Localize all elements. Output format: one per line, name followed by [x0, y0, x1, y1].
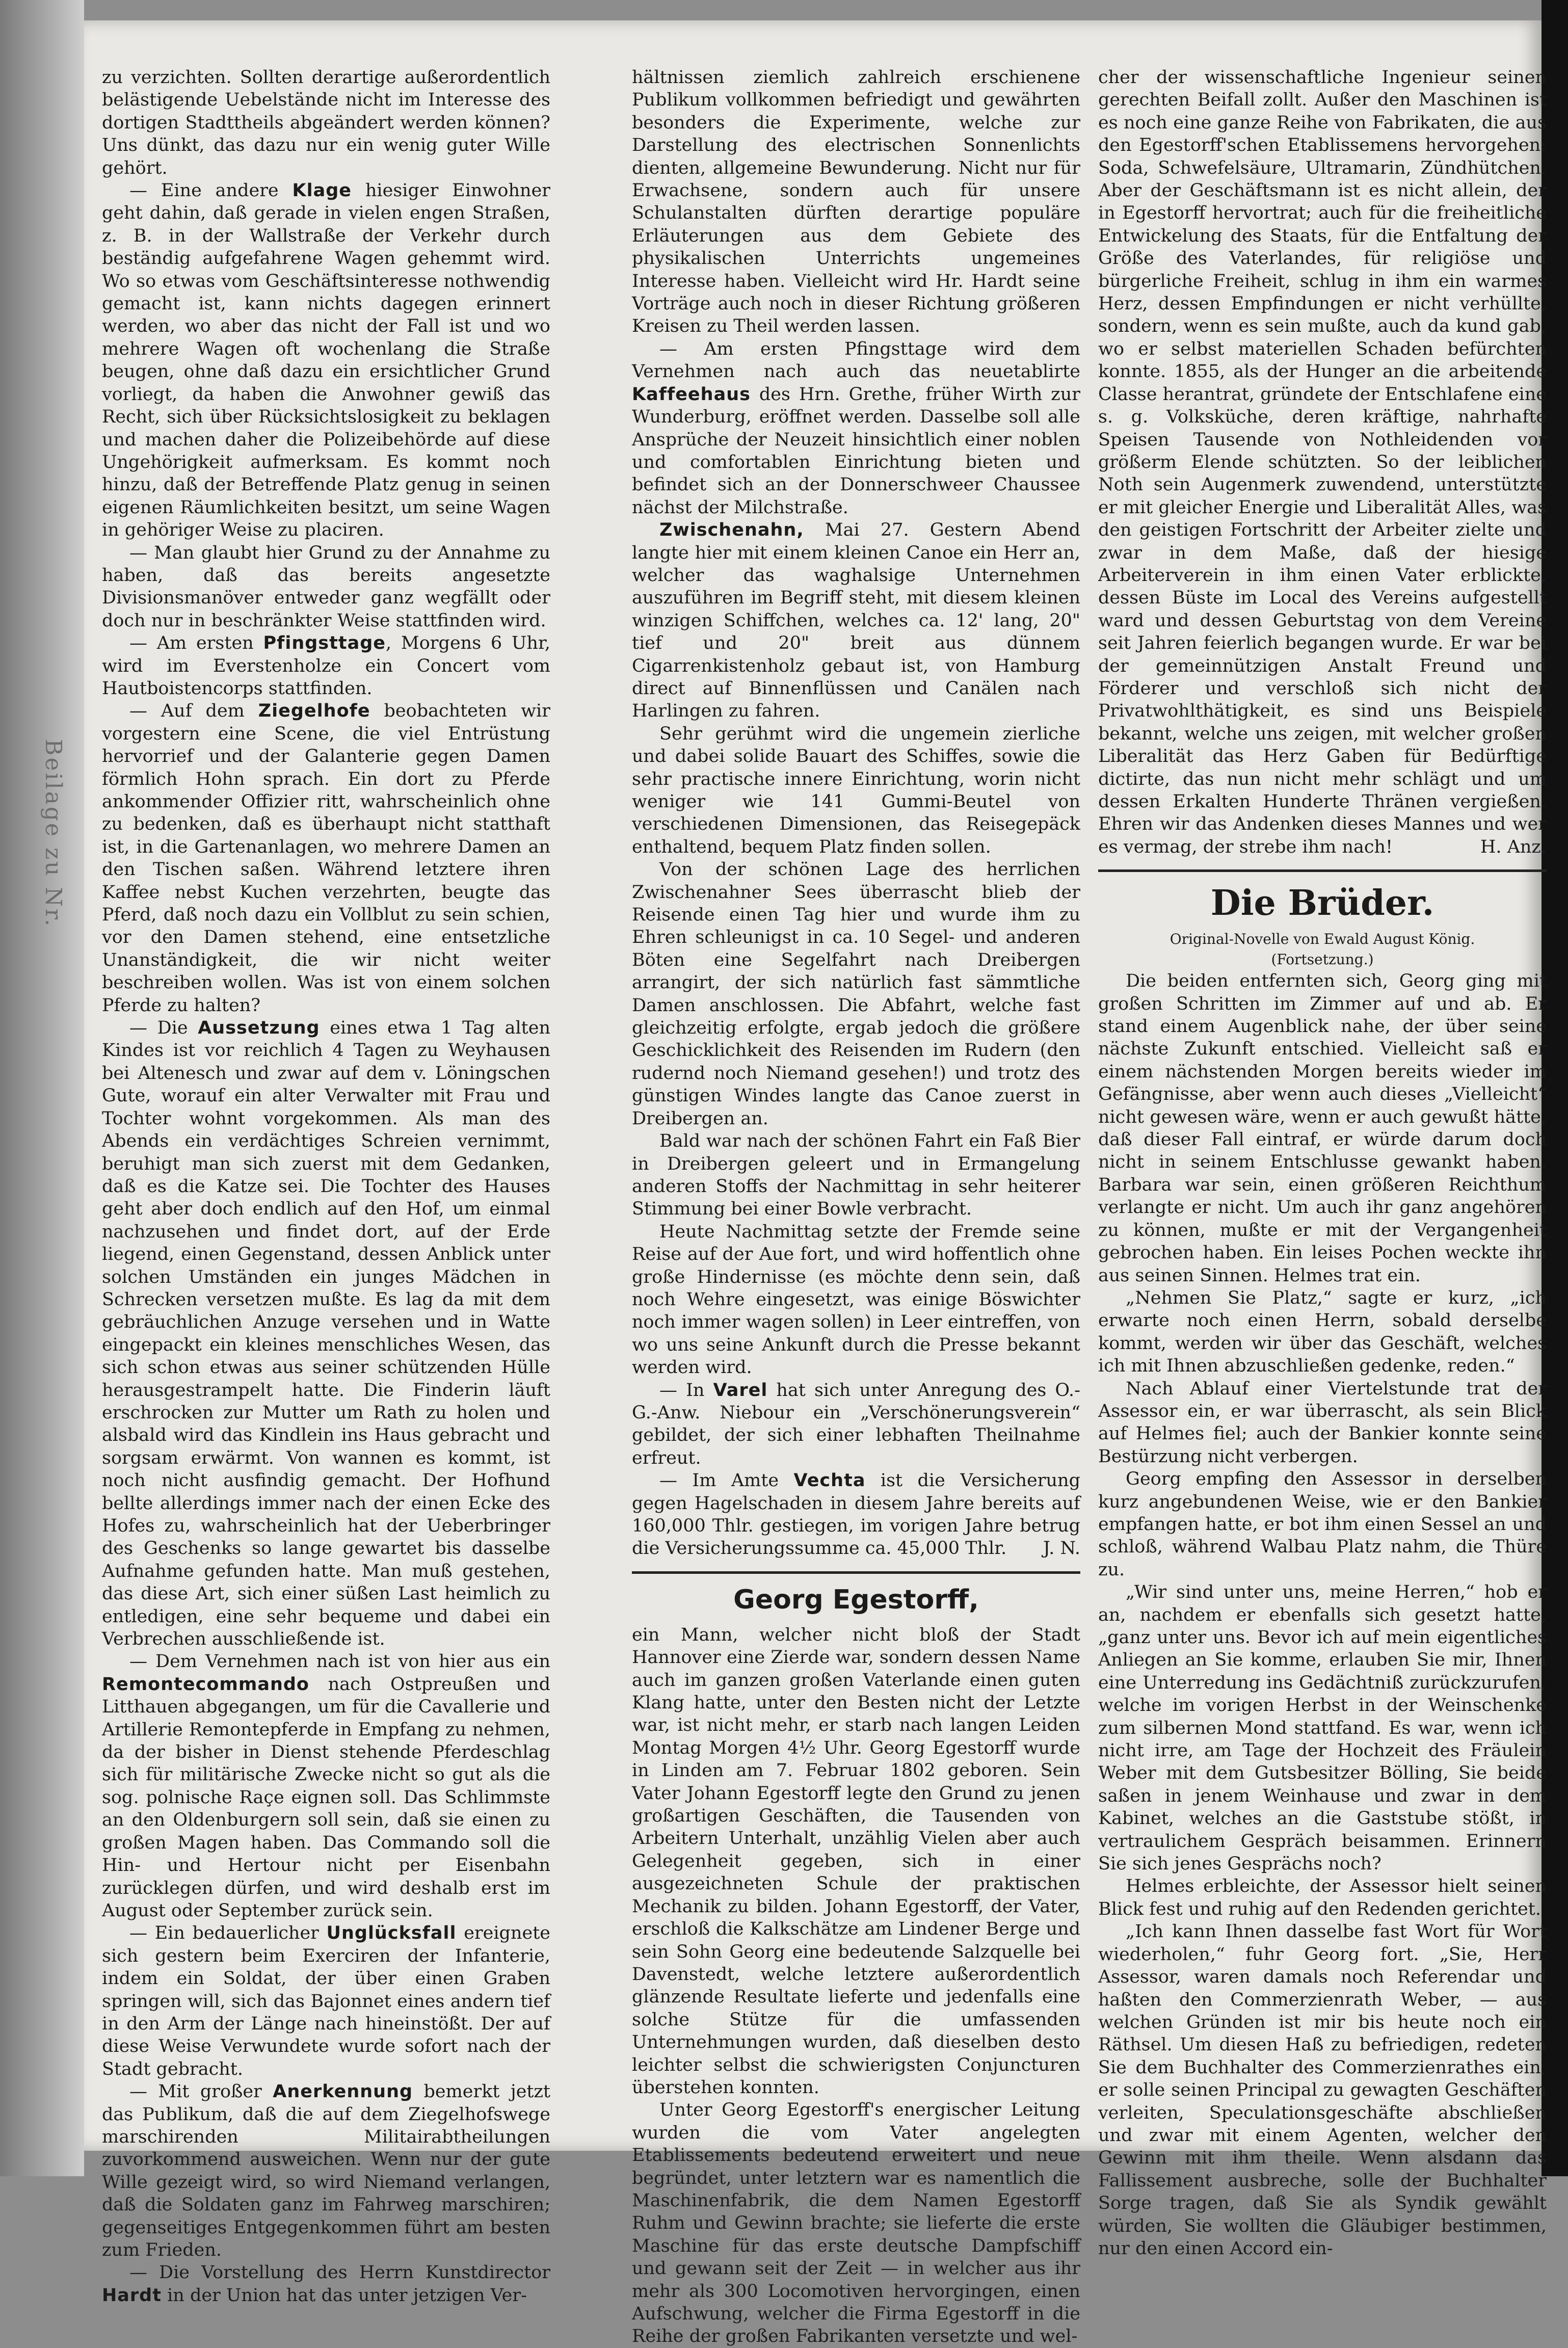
paragraph: Helmes erbleichte, der Assessor hielt seinen Blick fest und ruhig auf den Redenden gerichtet.: [1098, 1876, 1547, 1919]
keyword: Remontecommando: [102, 1674, 309, 1695]
keyword: Ziegelhofe: [258, 701, 370, 722]
paragraph: ein Mann, welcher nicht bloß der Stadt Hannover eine Zierde war, sondern dessen Name auch im ganzen großen Vaterlande einen guten Klang hatte, unter den Besten nicht der Letzte war, ist nicht mehr, er starb nach langen Leiden Montag Morgen 4½ Uhr. Georg Egestorff wurde in Linden am 7. Februar 1802 geboren. Sein Vater Johann Egestorff legte den Grund zu jenen großartigen Geschäften, die Tausenden von Arbeitern Unterhalt, unzählig Vielen aber auch Gelegenheit gegeben, sich in einer ausgezeichneten Schule der praktischen Mechanik zu bilden. Johann Egestorff, der Vater, erschloß die Kalkschätze am Lindener Berge und sein Sohn Georg eine bedeutende Salzquelle bei Davenstedt, welche letztere außerordentlich glänzende Resultate lieferte und jedenfalls eine solche Stütze für die umfassenden Unternehmungen wurden, daß dieselben desto leichter selbst die schwierigsten Conjuncturen überstehen konnten.: [632, 1624, 1080, 2098]
column-3: [1098, 66, 1547, 2260]
paragraph: cher der wissenschaftliche Ingenieur seinen gerechten Beifall zollt. Außer den Maschinen ist es noch eine ganze Reihe von Fabrikaten, die aus den Egestorff'schen Etablissemens hervorgehen: Soda, Schwefelsäure, Ultramarin, Zündhütchen. Aber der Geschäftsmann ist es nicht allein, der in Egestorff hervortrat; auch für die freiheitliche Entwickelung des Staats, für die Entfaltung der Größe des Vaterlandes, für religiöse und bürgerliche Freiheit, schlug in ihm ein warmes Herz, dessen Empfindungen er nicht verhüllte, sondern, wenn es sein mußte, auch da kund gab, wo er selbst materiellen Schaden befürchten konnte. 1855, als der Hunger an die arbeitende Classe herantrat, gründete der Entschlafene eine s. g. Volksküche, deren kräftige, nahrhafte Speisen Tausende von Nothleidenden vor größerm Elende schützten. So der leiblichen Noth sein Augenmerk zuwendend, unterstützte er mit gleicher Energie und Liberalität Alles, was den geistigen Fortschritt der Arbeiter zielte und zwar in dem Maße, daß der hiesige Arbeiterverein in ihm einen Vater erblickte, dessen Büste im Local des Vereins aufgestellt ward und dessen Geburtstag von dem Vereine seit Jahren feierlich begangen wurde. Er war bei der gemeinnützigen Anstalt Freund und Förderer und verschloß sich nicht der Privatwohlthätigkeit, es sind uns Beispiele bekannt, welche uns zeigen, mit welcher großen Liberalität das Herz Gaben für Bedürftige dictirte, das nun nicht mehr schlägt und um dessen Erkalten Hunderte Thränen vergießen. Ehren wir das Andenken dieses Mannes und wer es vermag, der strebe ihm nach! H. Anz.: [1098, 66, 1547, 858]
paragraph: — In Varel hat sich unter Anregung des O.-G.-Anw. Niebour ein „Verschönerungsverein“ gebildet, der sich einer lebhaften Theilnahme erfreut.: [632, 1380, 1080, 1468]
paragraph: Die beiden entfernten sich, Georg ging mit großen Schritten im Zimmer auf und ab. Er stand einem Augenblick nahe, der über seine nächste Zukunft entschied. Vielleicht saß er einem nächstenden Morgen bereits wieder im Gefängnisse, aber wenn auch dieses „Vielleicht“ nicht gewesen wäre, wenn er auch gewußt hätte, daß dieser Fall eintraf, er würde darum doch nicht in seinem Entschlusse gewankt haben. Barbara war sein, einen größeren Reichthum verlangte er nicht. Um auch ihr ganz angehören zu können, mußte er mit der Vergangenheit gebrochen haben. Ein leises Pochen weckte ihn aus seinen Sinnen. Helmes trat ein.: [1098, 971, 1547, 1286]
column-1: [102, 66, 550, 2307]
keyword: Hardt: [102, 2285, 162, 2306]
paragraph: „Wir sind unter uns, meine Herren,“ hob er an, nachdem er ebenfalls sich gesetzt hatte, „ganz unter uns. Bevor ich auf mein eigentliches Anliegen an Sie komme, erlauben Sie mir, Ihnen eine Unterredung ins Gedächtniß zurückzurufen, welche im vorigen Herbst in der Weinschenke zum silbernen Mond stattfand. Es war, wenn ich nicht irre, am Tage der Hochzeit des Fräulein Weber mit dem Gutsbesitzer Bölling, Sie beide saßen in jenem Weinhause und zwar in dem Kabinet, welches an die Gaststube stößt, in vertraulichem Gespräch beisammen. Erinnern Sie sich jenes Gesprächs noch?: [1098, 1582, 1547, 1875]
article-heading: Georg Egestorff,: [733, 1584, 979, 1615]
binding-text: Beilage zu Nr.: [40, 739, 66, 929]
paragraph: — Mit großer Anerkennung bemerkt jetzt das Publikum, daß die auf dem Ziegelhofswege marschirenden Militairabtheilungen zuvorkommend ausweichen. Wenn nur der gute Wille gezeigt wird, so wird Niemand verlangen, daß die Soldaten ganz im Fahrweg marschiren; gegenseitiges Entgegenkommen führt am besten zum Frieden.: [102, 2081, 550, 2260]
paragraph: — Die Aussetzung eines etwa 1 Tag alten Kindes ist vor reichlich 4 Tagen zu Weyhausen bei Altenesch und zwar auf dem v. Löningschen Gute, worauf ein alter Verwalter mit Frau und Tochter wohnt vorgekommen. Als man des Abends ein verdächtiges Schreien vernimmt, beruhigt man sich zuerst mit dem Gedanken, daß es die Katze sei. Die Tochter des Hauses geht aber doch endlich auf den Hof, um einmal nachzusehen und findet dort, auf der Erde liegend, einen Gegenstand, dessen Anblick unter solchen Umständen ein junges Mädchen in Schrecken versetzen mußte. Es lag da mit dem gebräuchlichen Anzuge versehen und in Watte eingepackt ein kleines menschliches Wesen, das sich schon etwas aus seiner schützenden Hülle herausgestrampelt hatte. Die Finderin läuft erschrocken zur Mutter um Rath zu holen und alsbald wird das Kindlein ins Haus gebracht und sorgsam erwärmt. Von wannen es kommt, ist noch nicht ausfindig gemacht. Der Hofhund bellte allerdings immer nach der einen Ecke des Hofes zu, wahrscheinlich hat der Ueberbringer des Geschenks so lange gewartet bis dasselbe Aufnahme gefunden hatte. Man muß gestehen, das diese Art, sich einer süßen Last heimlich zu entledigen, eine sehr bequeme und dabei ein Verbrechen ausschließende ist.: [102, 1018, 550, 1650]
section-divider: [1098, 869, 1547, 872]
book-binding: [0, 0, 84, 2176]
column-2: [632, 66, 1080, 2348]
keyword: Pfingsttage: [263, 633, 386, 654]
paragraph: „Ich kann Ihnen dasselbe fast Wort für Wort wiederholen,“ fuhr Georg fort. „Sie, Herr Assessor, waren damals noch Referendar und haßten den Commerzienrath Weber, — aus welchen Gründen ist mir bis heute noch ein Räthsel. Um diesen Haß zu befriedigen, redeten Sie dem Buchhalter des Commerzienrathes ein, er solle seinen Principal zu gewagten Geschäften verleiten, Speculationsgeschäfte abschließen und zwar mit einem Agenten, welcher den Gewinn mit ihm theile. Wenn alsdann das Fallissement ausbreche, solle der Buchhalter Sorge tragen, daß Sie als Syndik gewählt würden, Sie wollten die Gläubiger bestimmen, nur den einen Accord ein-: [1098, 1921, 1547, 2259]
paragraph: — Am ersten Pfingsttage wird dem Vernehmen nach auch das neuetablirte Kaffeehaus des Hrn. Grethe, früher Wirth zur Wunderburg, eröffnet werden. Dasselbe soll alle Ansprüche der Neuzeit hinsichtlich einer noblen und comfortablen Einrichtung bieten und befindet sich an der Donnerschweer Chaussee nächst der Milchstraße.: [632, 338, 1080, 518]
paragraph: Zwischenahn, Mai 27. Gestern Abend langte hier mit einem kleinen Canoe ein Herr an, welcher das waghalsige Unternehmen auszuführen im Begriff steht, mit diesem kleinen winzigen Schiffchen, welches ca. 12' lang, 20" tief und 20" breit aus dünnem Cigarrenkistenholz gebaut ist, von Hamburg direct auf Binnenflüssen und Canälen nach Harlingen zu fahren.: [632, 520, 1080, 722]
dateline: Zwischenahn,: [659, 520, 804, 541]
paragraph: Georg empfing den Assessor in derselben kurz angebundenen Weise, wie er den Bankier empfangen hatte, er bot ihm einen Sessel an und schloß, während Walbau Platz nahm, die Thüre zu.: [1098, 1469, 1547, 1580]
paragraph: Bald war nach der schönen Fahrt ein Faß Bier in Dreibergen geleert und in Ermangelung anderen Stoffs der Nachmittag in sehr heiterer Stimmung bei einer Bowle verbracht.: [632, 1131, 1080, 1220]
paragraph: — Im Amte Vechta ist die Versicherung gegen Hagelschaden in diesem Jahre bereits auf 160,000 Thlr. gestiegen, im vorigen Jahre betrug die Versicherungssumme ca. 45,000 Thlr. J. N.: [632, 1469, 1080, 1560]
keyword: Varel: [713, 1380, 768, 1401]
paragraph: hältnissen ziemlich zahlreich erschienene Publikum vollkommen befriedigt und gewährten besonders die Experimente, welche zur Darstellung des electrischen Sonnenlichts dienten, allgemeine Bewunderung. Nicht nur für Erwachsene, sondern auch für unsere Schulanstalten dürften derartige populäre Erläuterungen aus dem Gebiete des physikalischen Unterrichts ungemeines Interesse haben. Vielleicht wird Hr. Hardt seine Vorträge auch noch in dieser Richtung größeren Kreisen zu Theil werden lassen.: [632, 67, 1080, 337]
keyword: Unglücksfall: [326, 1923, 457, 1944]
keyword: Anerkennung: [273, 2081, 413, 2102]
paragraph: — Dem Vernehmen nach ist von hier aus ein Remontecommando nach Ostpreußen und Litthauen abgegangen, um für die Cavallerie und Artillerie Remontepferde in Empfang zu nehmen, da der bisher in Dienst stehende Pferdeschlag sich für militärische Zwecke nicht so gut als die sog. polnische Raçe eignen soll. Das Schlimmste an den Oldenburgern soll sein, daß sie einen zu großen Magen haben. Das Commando soll die Hin- und Hertour nicht per Eisenbahn zurücklegen dürfen, und wird deshalb erst im August oder September zurück sein.: [102, 1651, 550, 1921]
keyword: Vechta: [793, 1470, 866, 1491]
paragraph: — Man glaubt hier Grund zu der Annahme zu haben, daß das bereits angesetzte Divisionsmanöver entweder ganz wegfällt oder doch nur in beschränkter Weise stattfinden wird.: [102, 542, 550, 631]
keyword: Aussetzung: [198, 1018, 320, 1039]
keyword: Kaffeehaus: [632, 384, 751, 405]
paragraph: Unter Georg Egestorff's energischer Leitung wurden die vom Vater angelegten Etablissements bedeutend erweitert und neue begründet, unter letztern war es namentlich die Maschinenfabrik, die dem Namen Egestorff Ruhm und Gewinn brachte; sie lieferte die erste Maschine für das erste deutsche Dampfschiff und gewann seit der Zeit — in welcher aus ihr mehr als 300 Locomotiven hervorgingen, einen Aufschwung, welcher die Firma Egestorff in die Reihe der großen Fabrikanten versetzte und wel-: [632, 2100, 1080, 2347]
paragraph: — Ein bedauerlicher Unglücksfall ereignete sich gestern beim Exerciren der Infanterie, indem ein Soldat, der über einen Graben springen will, sich das Bajonnet eines andern tief in den Arm der Länge nach hineinstößt. Der auf diese Weise Verwundete wurde sofort nach der Stadt gebracht.: [102, 1923, 550, 2079]
paragraph: zu verzichten. Sollten derartige außerordentlich belästigende Uebelstände nicht im Interesse des dortigen Stadttheils abgeändert werden können? Uns dünkt, das dazu nur ein wenig guter Wille gehört.: [102, 67, 550, 178]
paragraph: Nach Ablauf einer Viertelstunde trat der Assessor ein, er war überrascht, als sein Blick auf Helmes fiel; auch der Bankier konnte seine Bestürzung nicht verbergen.: [1098, 1378, 1547, 1467]
signature: J. N.: [1043, 1538, 1080, 1559]
novel-title: Die Brüder.: [1210, 883, 1434, 924]
novel-byline: Original-Novelle von Ewald August König.: [1170, 931, 1475, 948]
paragraph: Von der schönen Lage des herrlichen Zwischenahner Sees überrascht blieb der Reisende einen Tag hier und wurde ihm zu Ehren schleunigst in ca. 10 Segel- und anderen Böten eine Segelfahrt nach Dreibergen arrangirt, der sich natürlich fast sämmtliche Damen anschlossen. Die Abfahrt, welche fast gleichzeitig erfolgte, ergab jedoch die größere Geschicklichkeit des Reisenden im Rudern (den rudernd noch Niemand gesehen!) und trotz des günstigen Windes langte das Canoe zuerst in Dreibergen an.: [632, 859, 1080, 1129]
paragraph: Heute Nachmittag setzte der Fremde seine Reise auf der Aue fort, und wird hoffentlich ohne große Hindernisse (es möchte denn sein, daß noch Wehre eingesetzt, was einige Böswichter noch immer wagen sollen) in Leer eintreffen, von wo uns seine Ankunft durch die Presse bekannt werden wird.: [632, 1221, 1080, 1378]
keyword: Klage: [292, 180, 352, 201]
section-divider: [632, 1571, 1080, 1574]
paragraph: Sehr gerühmt wird die ungemein zierliche und dabei solide Bauart des Schiffes, sowie die sehr practische innere Einrichtung, worin nicht weniger wie 141 Gummi-Beutel von verschiedenen Dimensionen, das Reisegepäck enthaltend, bequem Platz finden sollen.: [632, 723, 1080, 857]
signature: H. Anz.: [1480, 836, 1547, 857]
paragraph: — Auf dem Ziegelhofe beobachteten wir vorgestern eine Scene, die viel Entrüstung hervorrief und der Galanterie gegen Damen förmlich Hohn sprach. Ein dort zu Pferde ankommender Offizier ritt, wahrscheinlich ohne zu bedenken, daß es überhaupt nicht statthaft ist, in die Gartenanlagen, wo mehrere Damen an den Tischen saßen. Während letztere ihren Kaffee nebst Kuchen verzehrten, beugte das Pferd, daß noch dazu ein Vollblut zu sein schien, vor den Damen stehend, eine entsetzliche Unanständigkeit, die wir nicht weiter beschreiben wollen. Was ist von einem solchen Pferde zu halten?: [102, 701, 550, 1016]
paragraph: — Am ersten Pfingsttage, Morgens 6 Uhr, wird im Everstenholze ein Concert vom Hautboistencorps stattfinden.: [102, 633, 550, 699]
paragraph: „Nehmen Sie Platz,“ sagte er kurz, „ich erwarte noch einen Herrn, sobald derselbe kommt, werden wir über das Geschäft, welches ich mit Ihnen abzuschließen gedenke, reden.“: [1098, 1287, 1547, 1377]
paragraph: — Eine andere Klage hiesiger Einwohner geht dahin, daß gerade in vielen engen Straßen, z. B. in der Wallstraße der Verkehr durch beständig aufgefahrene Wagen gehemmt wird. Wo so etwas vom Geschäftsinteresse nothwendig gemacht ist, kann nichts dagegen erinnert werden, wo aber das nicht der Fall ist und wo mehrere Wagen oft wochenlang die Straße beugen, ohne daß dazu ein ersichtlicher Grund vorliegt, da haben die Anwohner gewiß das Recht, sich über Rücksichtslosigkeit zu beklagen und machen daher die Polizeibehörde auf diese Ungehörigkeit aufmerksam. Es kommt noch hinzu, daß der Betreffende Platz genug in seinen eigenen Räumlichkeiten besitzt, um seine Wagen in gehöriger Weise zu placiren.: [102, 180, 551, 541]
paragraph: — Die Vorstellung des Herrn Kunstdirector Hardt in der Union hat das unter jetzigen Ver-: [102, 2262, 550, 2306]
novel-continuation: (Fortsetzung.): [1271, 951, 1374, 968]
